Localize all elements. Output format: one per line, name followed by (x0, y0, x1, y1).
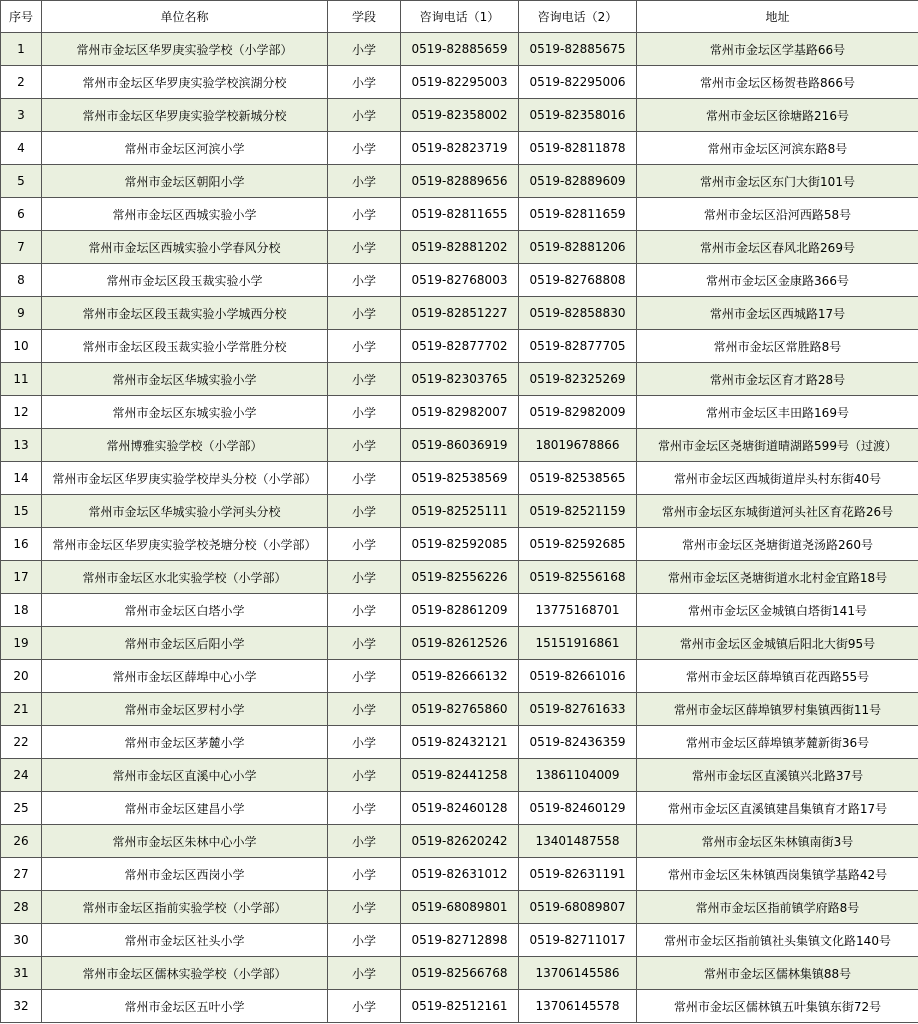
school-name: 常州市金坛区华罗庚实验学校岸头分校（小学部） (42, 462, 328, 495)
row-index: 30 (1, 924, 42, 957)
row-index: 31 (1, 957, 42, 990)
phone-2: 0519-82358016 (519, 99, 637, 132)
phone-2: 0519-68089807 (519, 891, 637, 924)
phone-2: 13775168701 (519, 594, 637, 627)
school-name: 常州市金坛区河滨小学 (42, 132, 328, 165)
phone-2: 13706145586 (519, 957, 637, 990)
school-name: 常州市金坛区华罗庚实验学校滨湖分校 (42, 66, 328, 99)
phone-2: 0519-82631191 (519, 858, 637, 891)
address: 常州市金坛区直溪镇建昌集镇育才路17号 (637, 792, 918, 825)
address: 常州市金坛区薛埠镇百花西路55号 (637, 660, 918, 693)
table-row (1, 264, 918, 297)
row-index: 13 (1, 429, 42, 462)
school-stage: 小学 (328, 231, 401, 264)
table-row (1, 330, 918, 363)
phone-1: 0519-86036919 (401, 429, 519, 462)
row-index: 3 (1, 99, 42, 132)
school-stage: 小学 (328, 429, 401, 462)
row-index: 25 (1, 792, 42, 825)
phone-1: 0519-82556226 (401, 561, 519, 594)
school-stage: 小学 (328, 528, 401, 561)
school-stage: 小学 (328, 891, 401, 924)
address: 常州市金坛区薛埠镇茅麓新街36号 (637, 726, 918, 759)
address: 常州市金坛区儒林镇五叶集镇东街72号 (637, 990, 918, 1023)
phone-1: 0519-82851227 (401, 297, 519, 330)
school-name: 常州市金坛区薛埠中心小学 (42, 660, 328, 693)
table-row (1, 396, 918, 429)
school-stage: 小学 (328, 594, 401, 627)
row-index: 10 (1, 330, 42, 363)
phone-2: 0519-82881206 (519, 231, 637, 264)
school-stage: 小学 (328, 330, 401, 363)
phone-1: 0519-82303765 (401, 363, 519, 396)
table-header (1, 1, 918, 33)
school-name: 常州市金坛区指前实验学校（小学部） (42, 891, 328, 924)
phone-1: 0519-82592085 (401, 528, 519, 561)
row-index: 26 (1, 825, 42, 858)
table-row (1, 165, 918, 198)
table-body (1, 33, 918, 1023)
table-row (1, 891, 918, 924)
school-name: 常州市金坛区罗村小学 (42, 693, 328, 726)
address: 常州市金坛区尧塘街道晴湖路599号（过渡） (637, 429, 918, 462)
phone-2: 0519-82982009 (519, 396, 637, 429)
table-row (1, 231, 918, 264)
phone-1: 0519-82612526 (401, 627, 519, 660)
table-row (1, 660, 918, 693)
school-stage: 小学 (328, 363, 401, 396)
phone-2: 0519-82592685 (519, 528, 637, 561)
school-stage: 小学 (328, 264, 401, 297)
school-stage: 小学 (328, 462, 401, 495)
school-stage: 小学 (328, 132, 401, 165)
table-row (1, 297, 918, 330)
address: 常州市金坛区徐塘路216号 (637, 99, 918, 132)
phone-2: 0519-82885675 (519, 33, 637, 66)
phone-1: 0519-82666132 (401, 660, 519, 693)
row-index: 6 (1, 198, 42, 231)
header-stage: 学段 (328, 1, 401, 33)
phone-2: 0519-82661016 (519, 660, 637, 693)
school-stage: 小学 (328, 66, 401, 99)
row-index: 22 (1, 726, 42, 759)
school-name: 常州市金坛区西城实验小学春风分校 (42, 231, 328, 264)
table-row (1, 858, 918, 891)
address: 常州市金坛区朱林镇南街3号 (637, 825, 918, 858)
phone-2: 0519-82325269 (519, 363, 637, 396)
school-stage: 小学 (328, 660, 401, 693)
school-name: 常州市金坛区华罗庚实验学校（小学部） (42, 33, 328, 66)
table-row (1, 990, 918, 1023)
school-name: 常州市金坛区白塔小学 (42, 594, 328, 627)
header-phone-2: 咨询电话（2） (519, 1, 637, 33)
school-stage: 小学 (328, 297, 401, 330)
phone-2: 0519-82811659 (519, 198, 637, 231)
address: 常州市金坛区常胜路8号 (637, 330, 918, 363)
phone-1: 0519-82460128 (401, 792, 519, 825)
school-name: 常州市金坛区西岗小学 (42, 858, 328, 891)
row-index: 24 (1, 759, 42, 792)
table-row (1, 957, 918, 990)
table-row (1, 495, 918, 528)
row-index: 17 (1, 561, 42, 594)
phone-1: 0519-82566768 (401, 957, 519, 990)
phone-1: 0519-82768003 (401, 264, 519, 297)
phone-1: 0519-82765860 (401, 693, 519, 726)
address: 常州市金坛区金城镇白塔街141号 (637, 594, 918, 627)
address: 常州市金坛区春风北路269号 (637, 231, 918, 264)
row-index: 7 (1, 231, 42, 264)
header-index: 序号 (1, 1, 42, 33)
school-name: 常州博雅实验学校（小学部） (42, 429, 328, 462)
table-row (1, 198, 918, 231)
school-name: 常州市金坛区段玉裁实验小学 (42, 264, 328, 297)
table-row (1, 792, 918, 825)
row-index: 5 (1, 165, 42, 198)
address: 常州市金坛区学基路66号 (637, 33, 918, 66)
school-name: 常州市金坛区华罗庚实验学校尧塘分校（小学部） (42, 528, 328, 561)
address: 常州市金坛区河滨东路8号 (637, 132, 918, 165)
school-stage: 小学 (328, 33, 401, 66)
row-index: 8 (1, 264, 42, 297)
table-row (1, 726, 918, 759)
address: 常州市金坛区沿河西路58号 (637, 198, 918, 231)
school-stage: 小学 (328, 693, 401, 726)
school-name: 常州市金坛区段玉裁实验小学城西分校 (42, 297, 328, 330)
address: 常州市金坛区丰田路169号 (637, 396, 918, 429)
table-row (1, 924, 918, 957)
phone-2: 13861104009 (519, 759, 637, 792)
row-index: 12 (1, 396, 42, 429)
header-address: 地址 (637, 1, 918, 33)
address: 常州市金坛区西城街道岸头村东街40号 (637, 462, 918, 495)
phone-2: 13706145578 (519, 990, 637, 1023)
school-stage: 小学 (328, 165, 401, 198)
row-index: 21 (1, 693, 42, 726)
school-stage: 小学 (328, 198, 401, 231)
school-name: 常州市金坛区段玉裁实验小学常胜分校 (42, 330, 328, 363)
phone-1: 0519-82982007 (401, 396, 519, 429)
row-index: 1 (1, 33, 42, 66)
address: 常州市金坛区金康路366号 (637, 264, 918, 297)
phone-1: 0519-82861209 (401, 594, 519, 627)
phone-2: 0519-82889609 (519, 165, 637, 198)
phone-1: 0519-82811655 (401, 198, 519, 231)
address: 常州市金坛区金城镇后阳北大街95号 (637, 627, 918, 660)
table-row (1, 825, 918, 858)
address: 常州市金坛区东城街道河头社区育花路26号 (637, 495, 918, 528)
phone-2: 13401487558 (519, 825, 637, 858)
table-row (1, 66, 918, 99)
phone-1: 0519-82881202 (401, 231, 519, 264)
address: 常州市金坛区尧塘街道尧汤路260号 (637, 528, 918, 561)
table-row (1, 99, 918, 132)
table-row (1, 33, 918, 66)
table-row (1, 627, 918, 660)
phone-2: 0519-82295006 (519, 66, 637, 99)
phone-1: 0519-68089801 (401, 891, 519, 924)
school-stage: 小学 (328, 726, 401, 759)
row-index: 9 (1, 297, 42, 330)
address: 常州市金坛区杨贺巷路866号 (637, 66, 918, 99)
phone-1: 0519-82432121 (401, 726, 519, 759)
school-name: 常州市金坛区华城实验小学河头分校 (42, 495, 328, 528)
phone-2: 0519-82768808 (519, 264, 637, 297)
school-name: 常州市金坛区直溪中心小学 (42, 759, 328, 792)
school-name: 常州市金坛区朝阳小学 (42, 165, 328, 198)
phone-1: 0519-82620242 (401, 825, 519, 858)
table-row (1, 693, 918, 726)
address: 常州市金坛区尧塘街道水北村金宜路18号 (637, 561, 918, 594)
school-name: 常州市金坛区后阳小学 (42, 627, 328, 660)
phone-1: 0519-82631012 (401, 858, 519, 891)
phone-2: 0519-82811878 (519, 132, 637, 165)
table-row (1, 462, 918, 495)
phone-1: 0519-82889656 (401, 165, 519, 198)
phone-1: 0519-82525111 (401, 495, 519, 528)
school-stage: 小学 (328, 561, 401, 594)
school-stage: 小学 (328, 957, 401, 990)
phone-2: 18019678866 (519, 429, 637, 462)
school-stage: 小学 (328, 495, 401, 528)
row-index: 28 (1, 891, 42, 924)
address: 常州市金坛区直溪镇兴北路37号 (637, 759, 918, 792)
address: 常州市金坛区儒林集镇88号 (637, 957, 918, 990)
address: 常州市金坛区东门大街101号 (637, 165, 918, 198)
school-name: 常州市金坛区华城实验小学 (42, 363, 328, 396)
address: 常州市金坛区西城路17号 (637, 297, 918, 330)
phone-2: 0519-82711017 (519, 924, 637, 957)
address: 常州市金坛区育才路28号 (637, 363, 918, 396)
school-stage: 小学 (328, 627, 401, 660)
school-name: 常州市金坛区朱林中心小学 (42, 825, 328, 858)
row-index: 32 (1, 990, 42, 1023)
row-index: 27 (1, 858, 42, 891)
school-name: 常州市金坛区水北实验学校（小学部） (42, 561, 328, 594)
school-stage: 小学 (328, 924, 401, 957)
school-stage: 小学 (328, 396, 401, 429)
header-row (1, 1, 918, 33)
header-school-name: 单位名称 (42, 1, 328, 33)
table-row (1, 363, 918, 396)
phone-2: 0519-82460129 (519, 792, 637, 825)
phone-2: 0519-82556168 (519, 561, 637, 594)
row-index: 15 (1, 495, 42, 528)
phone-2: 15151916861 (519, 627, 637, 660)
phone-2: 0519-82436359 (519, 726, 637, 759)
school-name: 常州市金坛区社头小学 (42, 924, 328, 957)
school-name: 常州市金坛区东城实验小学 (42, 396, 328, 429)
row-index: 19 (1, 627, 42, 660)
table-row (1, 759, 918, 792)
phone-1: 0519-82441258 (401, 759, 519, 792)
phone-1: 0519-82358002 (401, 99, 519, 132)
school-name: 常州市金坛区建昌小学 (42, 792, 328, 825)
row-index: 14 (1, 462, 42, 495)
table-row (1, 594, 918, 627)
phone-2: 0519-82858830 (519, 297, 637, 330)
phone-1: 0519-82885659 (401, 33, 519, 66)
row-index: 18 (1, 594, 42, 627)
row-index: 20 (1, 660, 42, 693)
school-stage: 小学 (328, 990, 401, 1023)
address: 常州市金坛区朱林镇西岗集镇学基路42号 (637, 858, 918, 891)
phone-1: 0519-82877702 (401, 330, 519, 363)
school-name: 常州市金坛区五叶小学 (42, 990, 328, 1023)
row-index: 4 (1, 132, 42, 165)
row-index: 11 (1, 363, 42, 396)
row-index: 16 (1, 528, 42, 561)
phone-1: 0519-82538569 (401, 462, 519, 495)
school-stage: 小学 (328, 825, 401, 858)
school-name: 常州市金坛区西城实验小学 (42, 198, 328, 231)
table-row (1, 429, 918, 462)
table-row (1, 561, 918, 594)
phone-1: 0519-82712898 (401, 924, 519, 957)
school-name: 常州市金坛区华罗庚实验学校新城分校 (42, 99, 328, 132)
phone-1: 0519-82295003 (401, 66, 519, 99)
school-stage: 小学 (328, 792, 401, 825)
table-row (1, 528, 918, 561)
school-name: 常州市金坛区茅麓小学 (42, 726, 328, 759)
phone-2: 0519-82877705 (519, 330, 637, 363)
school-stage: 小学 (328, 858, 401, 891)
address: 常州市金坛区指前镇社头集镇文化路140号 (637, 924, 918, 957)
phone-1: 0519-82512161 (401, 990, 519, 1023)
phone-2: 0519-82761633 (519, 693, 637, 726)
school-stage: 小学 (328, 759, 401, 792)
phone-1: 0519-82823719 (401, 132, 519, 165)
header-phone-1: 咨询电话（1） (401, 1, 519, 33)
phone-2: 0519-82538565 (519, 462, 637, 495)
school-name: 常州市金坛区儒林实验学校（小学部） (42, 957, 328, 990)
row-index: 2 (1, 66, 42, 99)
address: 常州市金坛区指前镇学府路8号 (637, 891, 918, 924)
table-row (1, 132, 918, 165)
school-stage: 小学 (328, 99, 401, 132)
address: 常州市金坛区薛埠镇罗村集镇西街11号 (637, 693, 918, 726)
phone-2: 0519-82521159 (519, 495, 637, 528)
